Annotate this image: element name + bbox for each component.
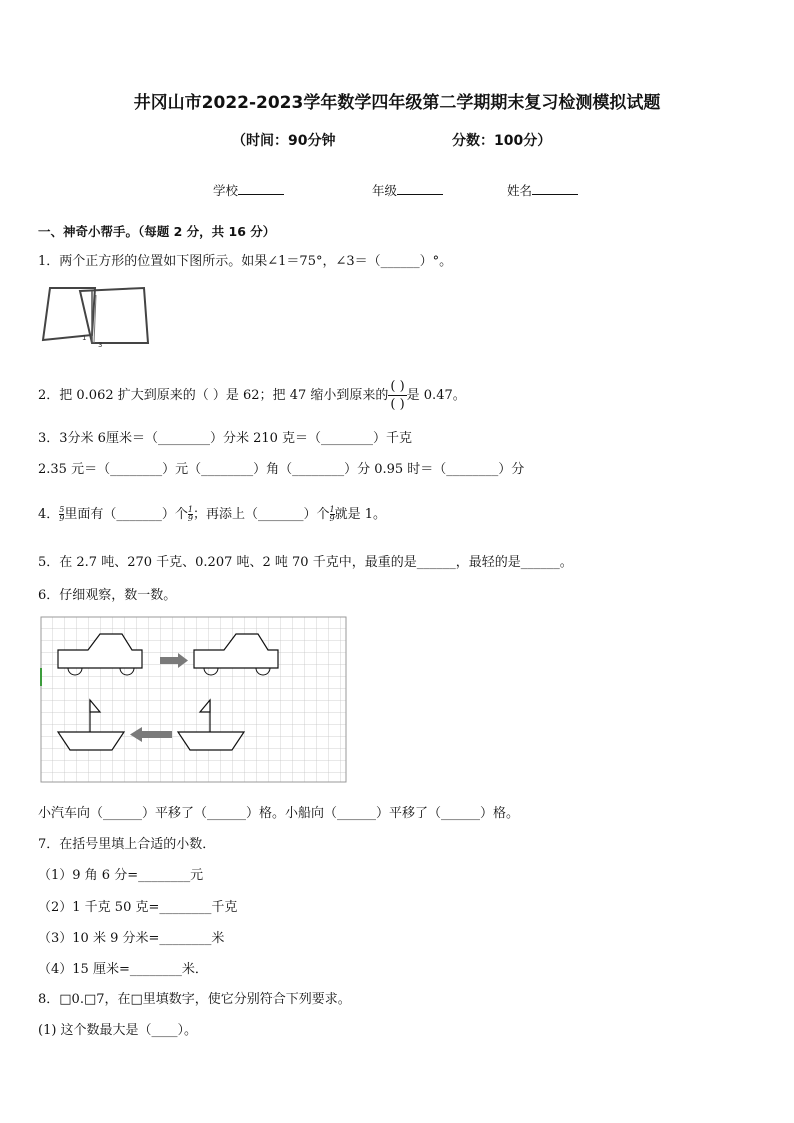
question-2 <box>38 378 466 413</box>
page-title: 井冈山市2022-2023学年数学四年级第二学期期末复习检测模拟试题 <box>133 93 661 113</box>
name-label: 姓名 <box>507 183 533 198</box>
question-2-fraction <box>388 378 406 413</box>
grade-label: 年级 <box>372 183 398 198</box>
angle-3-label: 3 <box>98 341 103 349</box>
time-label: （时间：90分钟 <box>232 133 336 149</box>
section-heading: 一、神奇小帮手。（每题 2 分，共 16 分） <box>38 224 276 239</box>
question-8: 8．□0.□7，在□里填数字，使它分别符合下列要求。 <box>38 992 351 1007</box>
question-7-part-4: （4）15 厘米=________米． <box>38 962 208 977</box>
question-2-text-b: 是 0.47。 <box>406 388 466 403</box>
angle-1-label: 1 <box>82 334 87 342</box>
school-field <box>213 181 284 199</box>
translation-grid-figure <box>40 616 348 784</box>
q4-text-2: ；再添上（_______）个 <box>192 507 330 522</box>
q4-frac2-num: 1 <box>187 505 193 514</box>
grid-background <box>41 617 346 782</box>
question-3-line-1: 3．3分米 6厘米＝（________）分米 210 克＝（________）千克 <box>38 431 413 446</box>
grade-field <box>372 181 443 199</box>
grade-blank <box>397 182 443 195</box>
right-square <box>80 288 148 343</box>
question-4 <box>38 503 386 523</box>
q4-frac1-den: 9 <box>59 514 65 523</box>
q4-frac1-num: 5 <box>59 505 65 514</box>
q2-frac-numerator: ( ) <box>390 379 405 394</box>
left-square <box>43 288 95 340</box>
two-squares-figure <box>40 285 152 349</box>
question-5: 5．在 2.7 吨、270 千克、0.207 吨、2 吨 70 千克中，最重的是______，最轻的是______。 <box>38 555 573 570</box>
q4-text-1: 里面有（_______）个 <box>64 507 188 522</box>
question-1: 1．两个正方形的位置如下图所示。如果∠1＝75°，∠3＝（______）°。 <box>38 254 453 269</box>
q4-frac3-den: 9 <box>329 514 335 523</box>
question-7-part-2: （2）1 千克 50 克=________千克 <box>38 900 238 915</box>
q4-frac3-num: 1 <box>329 505 335 514</box>
q4-text-end: 就是 1。 <box>334 507 386 522</box>
question-6: 6．仔细观察，数一数。 <box>38 588 177 603</box>
q4-frac2-den: 9 <box>187 514 193 523</box>
question-6-answer: 小汽车向（______）平移了（______）格。小船向（______）平移了（______）格。 <box>38 806 520 821</box>
question-7-part-3: （3）10 米 9 分米=________米 <box>38 931 225 946</box>
q2-frac-denominator: ( ) <box>390 397 405 412</box>
question-7: 7．在括号里填上合适的小数． <box>38 837 216 852</box>
q4-number: 4． <box>38 507 60 522</box>
school-label: 学校 <box>213 183 239 198</box>
school-blank <box>238 182 284 195</box>
name-field <box>507 181 578 199</box>
question-7-part-1: （1）9 角 6 分=________元 <box>38 868 204 883</box>
question-3-line-2: 2.35 元＝（________）元（________）角（________）分 0.95 时＝（________）分 <box>38 462 525 477</box>
question-2-text-a: 2．把 0.062 扩大到原来的（ ）是 62；把 47 缩小到原来的 <box>38 388 389 403</box>
name-blank <box>532 182 578 195</box>
question-8-part-1: (1) 这个数最大是（____）。 <box>38 1023 198 1038</box>
score-label: 分数：100分） <box>452 133 552 149</box>
